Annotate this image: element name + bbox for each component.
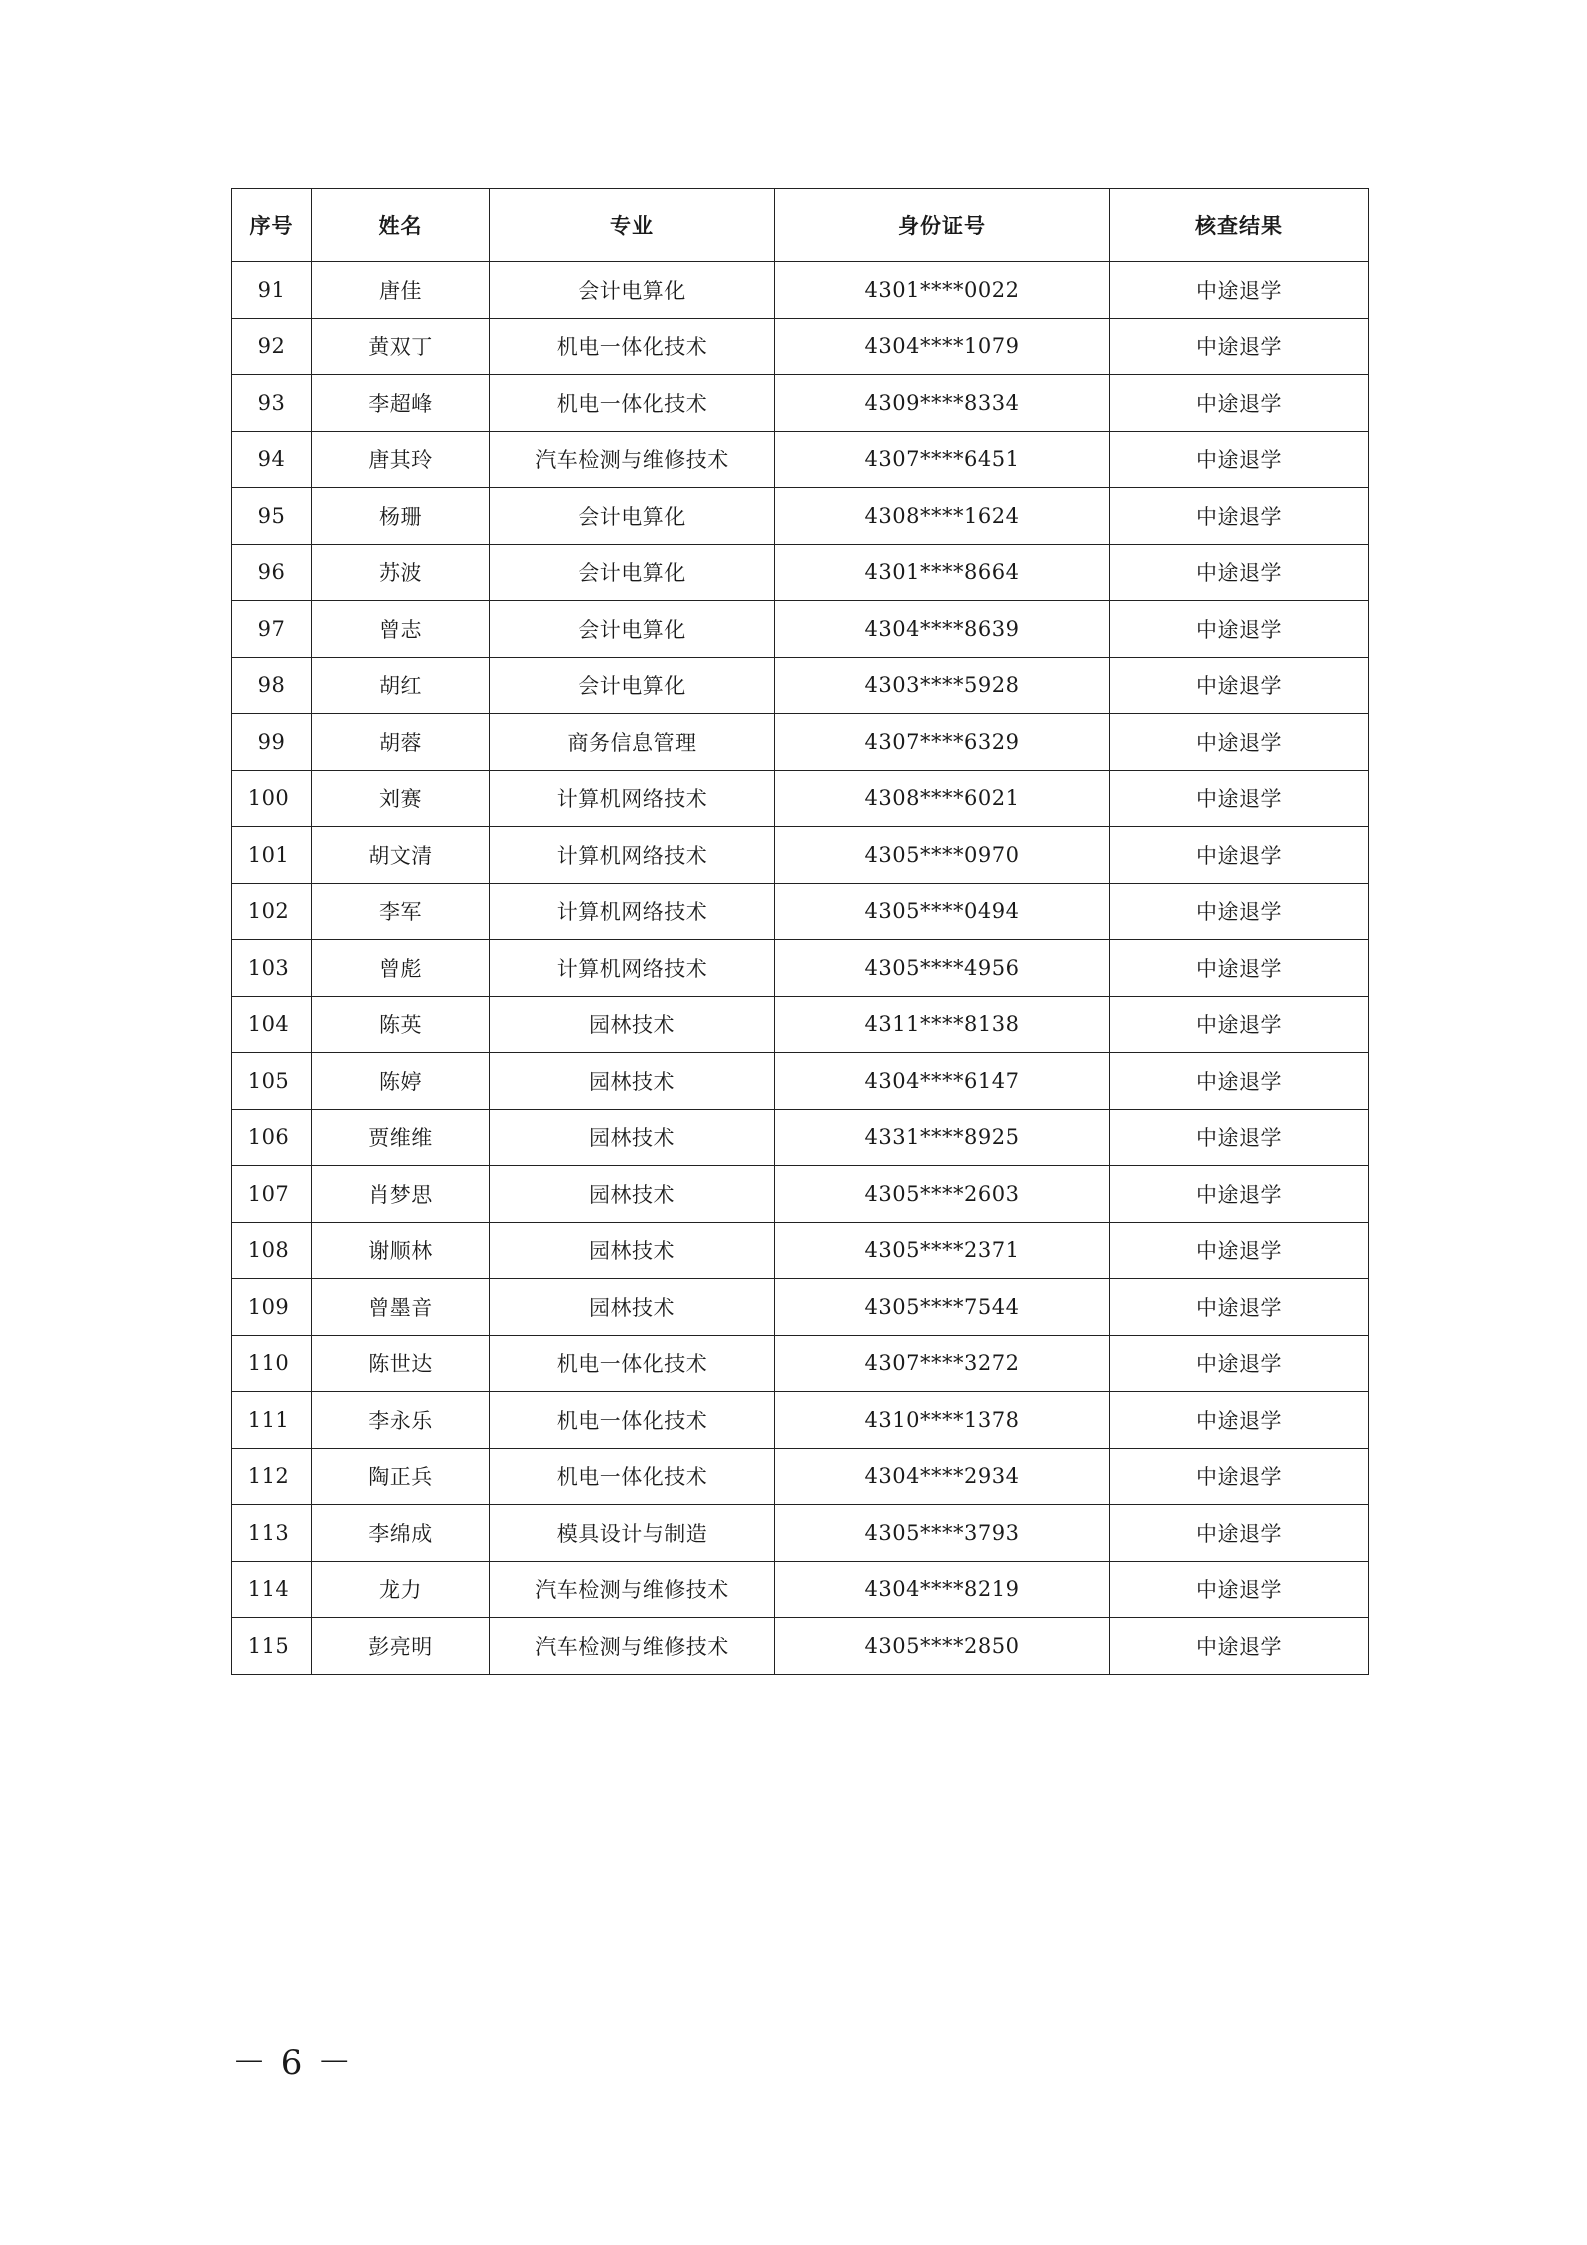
cell-check-result: 中途退学 — [1110, 488, 1369, 545]
cell-major: 会计电算化 — [490, 488, 775, 545]
table-row — [232, 1109, 1369, 1166]
table-row — [232, 1561, 1369, 1618]
cell-major: 计算机网络技术 — [490, 940, 775, 997]
cell-major: 汽车检测与维修技术 — [490, 1618, 775, 1675]
cell-seq: 91 — [232, 262, 312, 319]
cell-name: 谢顺林 — [312, 1222, 490, 1279]
table-row — [232, 1392, 1369, 1449]
cell-major: 园林技术 — [490, 1053, 775, 1110]
cell-major: 园林技术 — [490, 1222, 775, 1279]
cell-name: 曾墨音 — [312, 1279, 490, 1336]
header-name: 姓名 — [312, 189, 490, 262]
cell-name: 苏波 — [312, 544, 490, 601]
cell-major: 会计电算化 — [490, 601, 775, 658]
cell-name: 彭亮明 — [312, 1618, 490, 1675]
cell-check-result: 中途退学 — [1110, 714, 1369, 771]
cell-seq: 115 — [232, 1618, 312, 1675]
cell-name: 龙力 — [312, 1561, 490, 1618]
cell-check-result: 中途退学 — [1110, 1448, 1369, 1505]
table-row — [232, 996, 1369, 1053]
cell-check-result: 中途退学 — [1110, 1618, 1369, 1675]
cell-seq: 109 — [232, 1279, 312, 1336]
cell-seq: 113 — [232, 1505, 312, 1562]
cell-id-number: 4301****0022 — [775, 262, 1110, 319]
cell-check-result: 中途退学 — [1110, 601, 1369, 658]
cell-name: 陈英 — [312, 996, 490, 1053]
cell-id-number: 4301****8664 — [775, 544, 1110, 601]
cell-name: 胡文清 — [312, 827, 490, 884]
header-row — [232, 189, 1369, 262]
cell-name: 胡红 — [312, 657, 490, 714]
cell-check-result: 中途退学 — [1110, 1053, 1369, 1110]
cell-seq: 93 — [232, 375, 312, 432]
cell-name: 曾志 — [312, 601, 490, 658]
cell-major: 机电一体化技术 — [490, 318, 775, 375]
cell-check-result: 中途退学 — [1110, 318, 1369, 375]
table-row — [232, 601, 1369, 658]
table-row — [232, 431, 1369, 488]
cell-check-result: 中途退学 — [1110, 1505, 1369, 1562]
cell-seq: 94 — [232, 431, 312, 488]
cell-id-number: 4305****0494 — [775, 883, 1110, 940]
table-row — [232, 657, 1369, 714]
cell-name: 贾维维 — [312, 1109, 490, 1166]
table-row — [232, 1053, 1369, 1110]
roster-table — [231, 188, 1369, 1675]
cell-name: 曾彪 — [312, 940, 490, 997]
cell-id-number: 4307****6451 — [775, 431, 1110, 488]
cell-name: 黄双丁 — [312, 318, 490, 375]
cell-check-result: 中途退学 — [1110, 883, 1369, 940]
cell-seq: 112 — [232, 1448, 312, 1505]
cell-major: 模具设计与制造 — [490, 1505, 775, 1562]
cell-name: 陈婷 — [312, 1053, 490, 1110]
cell-id-number: 4307****6329 — [775, 714, 1110, 771]
cell-id-number: 4304****6147 — [775, 1053, 1110, 1110]
cell-major: 机电一体化技术 — [490, 1335, 775, 1392]
cell-name: 唐其玲 — [312, 431, 490, 488]
page-number: － 6 － — [232, 2043, 354, 2083]
cell-seq: 101 — [232, 827, 312, 884]
cell-check-result: 中途退学 — [1110, 262, 1369, 319]
cell-name: 杨珊 — [312, 488, 490, 545]
cell-major: 园林技术 — [490, 996, 775, 1053]
header-seq: 序号 — [232, 189, 312, 262]
table-row — [232, 262, 1369, 319]
cell-seq: 100 — [232, 770, 312, 827]
cell-name: 肖梦思 — [312, 1166, 490, 1223]
cell-major: 计算机网络技术 — [490, 883, 775, 940]
cell-seq: 95 — [232, 488, 312, 545]
cell-check-result: 中途退学 — [1110, 375, 1369, 432]
cell-id-number: 4304****8639 — [775, 601, 1110, 658]
cell-seq: 111 — [232, 1392, 312, 1449]
cell-seq: 114 — [232, 1561, 312, 1618]
table-header — [232, 189, 1369, 262]
table-row — [232, 770, 1369, 827]
cell-major: 机电一体化技术 — [490, 1392, 775, 1449]
cell-id-number: 4305****3793 — [775, 1505, 1110, 1562]
cell-id-number: 4308****1624 — [775, 488, 1110, 545]
cell-major: 园林技术 — [490, 1109, 775, 1166]
cell-name: 李绵成 — [312, 1505, 490, 1562]
cell-seq: 99 — [232, 714, 312, 771]
cell-major: 会计电算化 — [490, 657, 775, 714]
cell-name: 唐佳 — [312, 262, 490, 319]
cell-seq: 106 — [232, 1109, 312, 1166]
cell-name: 刘赛 — [312, 770, 490, 827]
cell-id-number: 4304****8219 — [775, 1561, 1110, 1618]
cell-seq: 98 — [232, 657, 312, 714]
cell-seq: 105 — [232, 1053, 312, 1110]
cell-seq: 108 — [232, 1222, 312, 1279]
cell-id-number: 4305****2850 — [775, 1618, 1110, 1675]
table-row — [232, 1505, 1369, 1562]
cell-name: 胡蓉 — [312, 714, 490, 771]
cell-check-result: 中途退学 — [1110, 827, 1369, 884]
table-row — [232, 1166, 1369, 1223]
cell-check-result: 中途退学 — [1110, 657, 1369, 714]
cell-major: 机电一体化技术 — [490, 375, 775, 432]
cell-major: 计算机网络技术 — [490, 827, 775, 884]
cell-major: 园林技术 — [490, 1166, 775, 1223]
table-row — [232, 1618, 1369, 1675]
cell-id-number: 4309****8334 — [775, 375, 1110, 432]
cell-check-result: 中途退学 — [1110, 1166, 1369, 1223]
cell-name: 李军 — [312, 883, 490, 940]
cell-name: 李永乐 — [312, 1392, 490, 1449]
cell-major: 汽车检测与维修技术 — [490, 431, 775, 488]
table-row — [232, 1222, 1369, 1279]
cell-check-result: 中途退学 — [1110, 1222, 1369, 1279]
cell-check-result: 中途退学 — [1110, 1335, 1369, 1392]
cell-major: 汽车检测与维修技术 — [490, 1561, 775, 1618]
table-row — [232, 488, 1369, 545]
table-row — [232, 1279, 1369, 1336]
cell-check-result: 中途退学 — [1110, 1109, 1369, 1166]
cell-check-result: 中途退学 — [1110, 544, 1369, 601]
cell-seq: 103 — [232, 940, 312, 997]
table-row — [232, 544, 1369, 601]
header-major: 专业 — [490, 189, 775, 262]
cell-seq: 96 — [232, 544, 312, 601]
cell-id-number: 4305****7544 — [775, 1279, 1110, 1336]
table-row — [232, 318, 1369, 375]
cell-major: 机电一体化技术 — [490, 1448, 775, 1505]
cell-check-result: 中途退学 — [1110, 940, 1369, 997]
header-id-number: 身份证号 — [775, 189, 1110, 262]
table-row — [232, 883, 1369, 940]
cell-id-number: 4305****4956 — [775, 940, 1110, 997]
cell-name: 李超峰 — [312, 375, 490, 432]
cell-id-number: 4310****1378 — [775, 1392, 1110, 1449]
cell-id-number: 4305****2603 — [775, 1166, 1110, 1223]
cell-seq: 104 — [232, 996, 312, 1053]
cell-seq: 92 — [232, 318, 312, 375]
cell-id-number: 4308****6021 — [775, 770, 1110, 827]
cell-check-result: 中途退学 — [1110, 431, 1369, 488]
cell-seq: 97 — [232, 601, 312, 658]
cell-major: 计算机网络技术 — [490, 770, 775, 827]
cell-check-result: 中途退学 — [1110, 1279, 1369, 1336]
table-body — [232, 262, 1369, 1675]
cell-name: 陈世达 — [312, 1335, 490, 1392]
cell-seq: 110 — [232, 1335, 312, 1392]
table-row — [232, 375, 1369, 432]
cell-seq: 107 — [232, 1166, 312, 1223]
cell-id-number: 4311****8138 — [775, 996, 1110, 1053]
cell-major: 园林技术 — [490, 1279, 775, 1336]
cell-major: 会计电算化 — [490, 544, 775, 601]
cell-check-result: 中途退学 — [1110, 770, 1369, 827]
cell-id-number: 4305****0970 — [775, 827, 1110, 884]
table-row — [232, 714, 1369, 771]
cell-check-result: 中途退学 — [1110, 1561, 1369, 1618]
header-check-result: 核查结果 — [1110, 189, 1369, 262]
cell-id-number: 4305****2371 — [775, 1222, 1110, 1279]
cell-check-result: 中途退学 — [1110, 1392, 1369, 1449]
table-row — [232, 940, 1369, 997]
cell-id-number: 4304****1079 — [775, 318, 1110, 375]
cell-id-number: 4331****8925 — [775, 1109, 1110, 1166]
table-row — [232, 1448, 1369, 1505]
cell-seq: 102 — [232, 883, 312, 940]
cell-id-number: 4303****5928 — [775, 657, 1110, 714]
cell-id-number: 4307****3272 — [775, 1335, 1110, 1392]
cell-major: 会计电算化 — [490, 262, 775, 319]
cell-id-number: 4304****2934 — [775, 1448, 1110, 1505]
table-row — [232, 827, 1369, 884]
cell-check-result: 中途退学 — [1110, 996, 1369, 1053]
cell-major: 商务信息管理 — [490, 714, 775, 771]
table-row — [232, 1335, 1369, 1392]
cell-name: 陶正兵 — [312, 1448, 490, 1505]
